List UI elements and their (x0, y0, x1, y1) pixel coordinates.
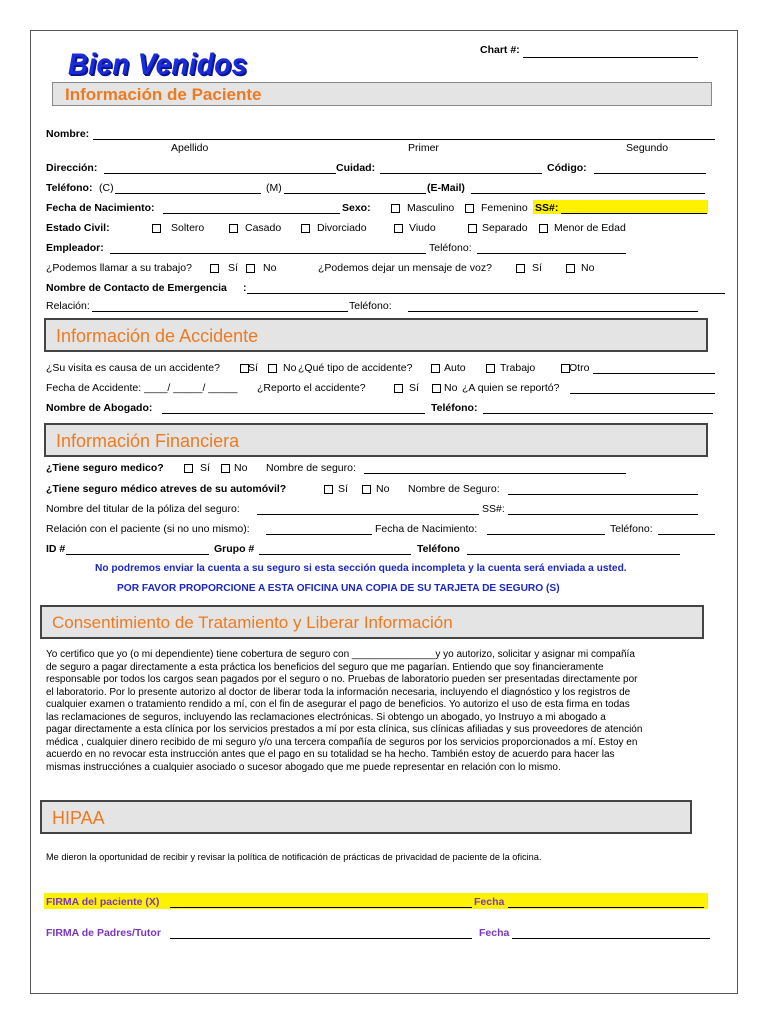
dob-field[interactable] (163, 203, 340, 214)
consent-line: acuerdo en no revocar esta instrucción antes que el pago en su totalidad se ha hecho. También estoy de acuerdo para hacer las (46, 749, 615, 760)
sex-female-checkbox[interactable] (465, 204, 474, 213)
insurance-card-notice: POR FAVOR PROPORCIONE A ESTA OFICINA UNA COPIA DE SU TARJETA DE SEGURO (S) (117, 583, 560, 594)
accident-section-header (44, 318, 708, 352)
civil-minor-checkbox[interactable] (539, 224, 548, 233)
emergency-contact-field[interactable] (247, 283, 725, 294)
emergency-contact-label: Nombre de Contacto de Emergencia (46, 282, 227, 294)
accident-no-label: No (283, 362, 297, 374)
employer-phone-label: Teléfono: (429, 242, 472, 254)
reported-to-question: ¿A quien se reportó? (462, 382, 560, 394)
auto-insurance-no-label: No (376, 483, 390, 495)
ss-label: SS#: (535, 202, 559, 214)
auto-insurance-yes-checkbox[interactable] (324, 485, 333, 494)
sex-female-label: Femenino (481, 202, 528, 214)
accident-work-checkbox[interactable] (486, 364, 495, 373)
civil-married-checkbox[interactable] (229, 224, 238, 233)
lawyer-phone-field[interactable] (483, 403, 713, 414)
civil-widowed-checkbox[interactable] (394, 224, 403, 233)
accident-yes-label: Sí (248, 362, 258, 374)
city-field[interactable] (380, 163, 542, 174)
employer-label: Empleador: (46, 242, 104, 254)
consent-line: el laboratorio. Por lo presente autorizo al doctor de liberar toda la información necesaria, incluyendo el diagnóstico y los registros de (46, 686, 631, 698)
accident-no-checkbox[interactable] (268, 364, 277, 373)
auto-insurance-name-field[interactable] (508, 484, 698, 495)
patient-date-field[interactable] (508, 897, 704, 908)
lawyer-label: Nombre de Abogado: (46, 402, 153, 414)
address-field[interactable] (104, 163, 336, 174)
insurance-question: ¿Tiene seguro medico? (46, 462, 164, 474)
auto-insurance-name-label: Nombre de Seguro: (408, 483, 500, 495)
accident-section-title: Información de Accidente (56, 326, 259, 346)
accident-date-label: Fecha de Accidente: ____/ _____/ _____ (46, 382, 238, 394)
holder-phone-field[interactable] (658, 524, 715, 535)
policy-holder-ss-label: SS#: (482, 503, 505, 515)
patient-section-header (52, 82, 712, 106)
insurance-yes-label: Sí (200, 462, 210, 474)
phone-m-field[interactable] (284, 183, 426, 194)
sex-label: Sexo: (342, 202, 371, 214)
relation-phone-field[interactable] (408, 301, 698, 312)
insurance-no-label: No (234, 462, 248, 474)
voice-message-no-label: No (581, 262, 595, 274)
group-label: Grupo # (214, 543, 255, 555)
holder-dob-field[interactable] (487, 524, 605, 535)
accident-auto-checkbox[interactable] (431, 364, 440, 373)
zip-field[interactable] (594, 163, 706, 174)
sex-male-label: Masculino (407, 202, 455, 214)
civil-divorced-checkbox[interactable] (301, 224, 310, 233)
reported-yes-checkbox[interactable] (394, 384, 403, 393)
email-field[interactable] (471, 183, 705, 194)
insurance-yes-checkbox[interactable] (184, 464, 193, 473)
call-work-yes-checkbox[interactable] (210, 264, 219, 273)
consent-line: mismas instrucciónes a cualquier asociado o sucesor abogado que me puede representar en relación con lo mismo. (46, 761, 561, 773)
phone-c-label: (C) (99, 182, 114, 194)
auto-insurance-no-checkbox[interactable] (362, 485, 371, 494)
civil-single-checkbox[interactable] (152, 224, 161, 233)
accident-auto-label: Auto (444, 362, 466, 374)
parent-signature-label: FIRMA de Padres/Tutor (46, 927, 161, 939)
hipaa-text: Me dieron la oportunidad de recibir y revisar la política de notificación de prácticas de privacidad de paciente de la oficina. (46, 852, 542, 862)
consent-line: cualquier examen o tratamiento rendido a mí, con el fin de asegurar el pago de beneficios. Yo autorizo el uso de esta firma en todas (46, 699, 630, 710)
dob-label: Fecha de Nacimiento: (46, 202, 155, 214)
holder-relation-label: Relación con el paciente (si no uno mismo): (46, 523, 250, 535)
reported-to-field[interactable] (570, 383, 715, 394)
insurance-notice: No podremos enviar la cuenta a su seguro si esta sección queda incompleta y la cuenta será enviada a usted. (95, 563, 627, 574)
holder-dob-label: Fecha de Nacimiento: (375, 523, 478, 535)
call-work-no-checkbox[interactable] (246, 264, 255, 273)
id-label: ID # (46, 543, 66, 555)
hipaa-section-header (40, 800, 692, 834)
insurance-phone-label: Teléfono (417, 543, 460, 555)
civil-widowed-label: Viudo (409, 222, 436, 234)
accident-other-label: Otro (569, 362, 590, 374)
civil-married-label: Casado (245, 222, 282, 234)
voice-message-question: ¿Podemos dejar un mensaje de voz? (318, 262, 492, 274)
city-label: Cuidad: (336, 162, 376, 174)
patient-signature-label: FIRMA del paciente (X) (46, 896, 160, 908)
phone-c-field[interactable] (115, 183, 261, 194)
group-field[interactable] (259, 544, 411, 555)
reported-no-label: No (444, 382, 458, 394)
relation-field[interactable] (92, 301, 348, 312)
civil-status-label: Estado Civil: (46, 222, 110, 234)
consent-section-header (40, 605, 704, 639)
relation-label: Relación: (46, 300, 90, 312)
consent-line: de seguro a pagar directamente a esta práctica los beneficios del seguro que me pagarían. Entiendo que soy financieramente (46, 661, 604, 673)
consent-line: Yo certifico que yo (o mi dependiente) tiene cobertura de seguro con _______________y yo autorizo, solicitar y asignar mi compañía (46, 649, 635, 660)
relation-phone-label: Teléfono: (349, 300, 392, 312)
lawyer-field[interactable] (162, 403, 425, 414)
consent-line: las reclamaciones de seguros, incluyendo las reclamaciones electrónicas. Si obtengo un abogado, yo Instruyo a mi abogado a (46, 711, 606, 723)
chart-number-label: Chart #: (480, 44, 520, 56)
policy-holder-ss-field[interactable] (508, 504, 698, 515)
reported-yes-label: Sí (409, 382, 419, 394)
ss-field[interactable] (561, 203, 707, 214)
civil-single-label: Soltero (171, 222, 205, 234)
phone-m-label: (M) (266, 182, 282, 194)
policy-holder-field[interactable] (257, 504, 479, 515)
name-field[interactable] (93, 129, 715, 140)
name-label: Nombre: (46, 128, 90, 140)
financial-section-title: Información Financiera (56, 431, 240, 451)
name-sub-apellido: Apellido (171, 142, 209, 154)
hipaa-section-title: HIPAA (52, 808, 105, 828)
auto-insurance-yes-label: Sí (338, 483, 348, 495)
emergency-colon: : (243, 282, 247, 294)
policy-holder-label: Nombre del titular de la póliza del seguro: (46, 503, 240, 515)
insurance-name-label: Nombre de seguro: (266, 462, 356, 474)
voice-message-yes-checkbox[interactable] (516, 264, 525, 273)
patient-signature-field[interactable] (170, 897, 472, 908)
civil-divorced-label: Divorciado (317, 222, 367, 234)
id-field[interactable] (66, 544, 209, 555)
civil-separated-label: Separado (482, 222, 528, 234)
employer-phone-field[interactable] (477, 243, 626, 254)
insurance-no-checkbox[interactable] (221, 464, 230, 473)
voice-message-yes-label: Sí (532, 262, 542, 274)
voice-message-no-checkbox[interactable] (566, 264, 575, 273)
insurance-name-field[interactable] (364, 463, 626, 474)
parent-date-field[interactable] (512, 928, 710, 939)
email-label: (E-Mail) (427, 182, 465, 194)
parent-signature-field[interactable] (170, 928, 472, 939)
civil-separated-checkbox[interactable] (468, 224, 477, 233)
call-work-no-label: No (263, 262, 277, 274)
lawyer-phone-label: Teléfono: (431, 402, 478, 414)
consent-line: pagar directamente a esta clínica por los servicios prestados a mí por esta clínica, sus clínicas afiliadas y sus proveedores de atención (46, 724, 643, 735)
consent-paragraph (46, 649, 726, 774)
name-sub-primer: Primer (408, 142, 439, 154)
parent-date-label: Fecha (479, 927, 510, 939)
accident-reported-question: ¿Reporto el accidente? (257, 382, 366, 394)
name-sub-segundo: Segundo (626, 142, 669, 154)
patient-section-title: Información de Paciente (65, 85, 262, 104)
civil-minor-label: Menor de Edad (554, 222, 626, 234)
form-title: Bien Venidos (68, 48, 248, 81)
call-work-question: ¿Podemos llamar a su trabajo? (46, 262, 192, 274)
address-label: Dirección: (46, 162, 98, 174)
holder-phone-label: Teléfono: (610, 523, 653, 535)
consent-section-title: Consentimiento de Tratamiento y Liberar Información (52, 613, 453, 632)
consent-line: responsable por todos los cargos sean pagados por el seguro o no. Pruebas de laboratorio pueden ser presentadas directamente por (46, 674, 638, 685)
zip-label: Código: (547, 162, 587, 174)
call-work-yes-label: Sí (228, 262, 238, 274)
accident-work-label: Trabajo (500, 362, 536, 374)
employer-field[interactable] (110, 243, 426, 254)
holder-relation-field[interactable] (266, 524, 372, 535)
financial-section-header (44, 423, 708, 457)
phone-label: Teléfono: (46, 182, 93, 194)
patient-date-label: Fecha (474, 896, 505, 908)
accident-other-field[interactable] (593, 363, 715, 374)
accident-cause-question: ¿Su visita es causa de un accidente? (46, 362, 220, 374)
auto-insurance-question: ¿Tiene seguro médico atreves de su automóvil? (46, 483, 287, 495)
accident-type-question: ¿Qué tipo de accidente? (298, 362, 413, 374)
insurance-phone-field[interactable] (467, 544, 680, 555)
reported-no-checkbox[interactable] (432, 384, 441, 393)
chart-number-field[interactable] (523, 47, 698, 58)
consent-line: médica , cualquier dinero recibido de mi seguro y/o una tercera compañía de seguros por los servicios proporcionados a mí. Estoy en (46, 736, 638, 748)
sex-male-checkbox[interactable] (391, 204, 400, 213)
